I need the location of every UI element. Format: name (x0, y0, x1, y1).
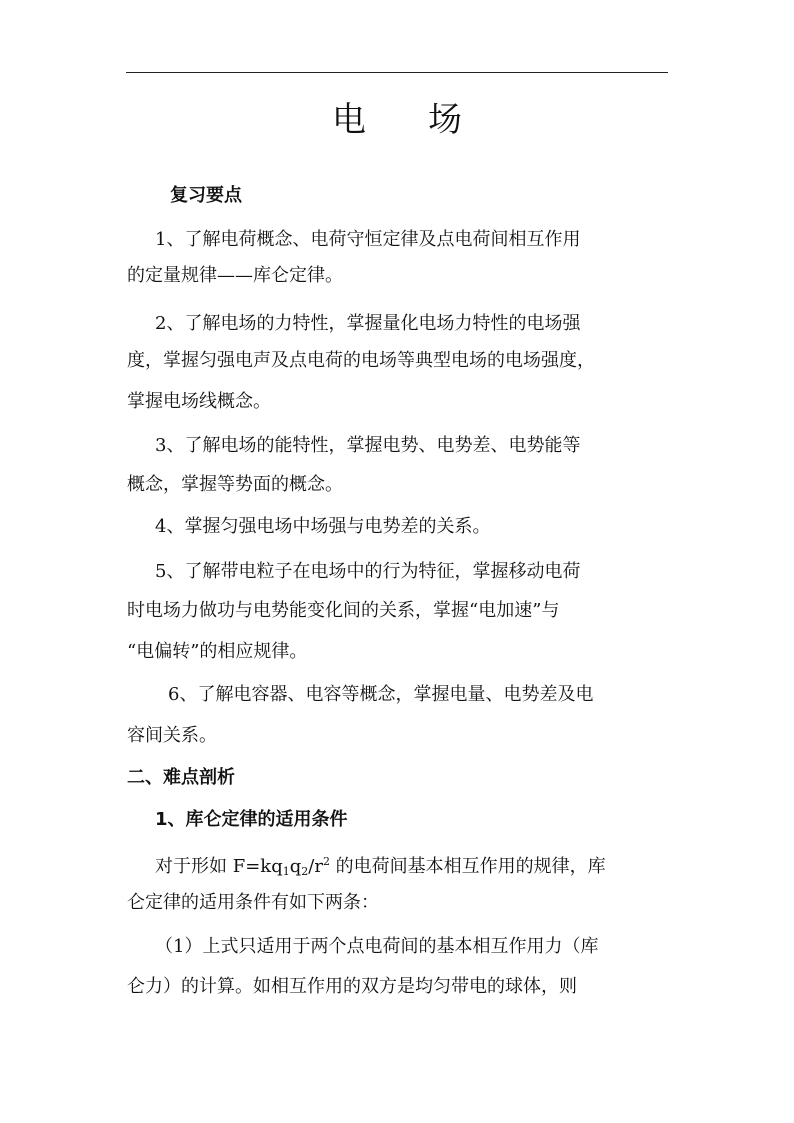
paragraph-3-line-2: 概念，掌握等势面的概念。 (127, 474, 343, 495)
paragraph-2-line-1: 2、了解电场的力特性，掌握量化电场力特性的电场强 (155, 313, 581, 334)
formula-suffix: 的电荷间基本相互作用的规律，库 (329, 856, 606, 877)
formula-prefix: 对于形如 F=kq (155, 856, 283, 877)
paragraph-6-line-1: 6、了解电容器、电容等概念，掌握电量、电势差及电 (168, 684, 594, 705)
page-title (0, 92, 794, 141)
paragraph-1-line-1: 1、了解电荷概念、电荷守恒定律及点电荷间相互作用 (155, 229, 581, 250)
header-rule (126, 72, 668, 73)
paragraph-3-line-1: 3、了解电场的能特性，掌握电势、电势差、电势能等 (155, 435, 581, 456)
paragraph-5-line-2: 时电场力做功与电势能变化间的关系，掌握“电加速”与 (127, 600, 560, 621)
paragraph-8-line-2: 仑力）的计算。如相互作用的双方是均匀带电的球体，则 (127, 976, 577, 997)
formula-sub-1: 1 (282, 865, 290, 878)
section-heading-difficulty: 二、难点剖析 (127, 767, 235, 788)
formula-sub-2: 2 (301, 865, 309, 878)
title-char-1: 电 (332, 100, 366, 140)
formula-r: /r (308, 856, 323, 877)
paragraph-1-line-2: 的定量规律——库仑定律。 (127, 265, 343, 286)
paragraph-6-line-2: 容间关系。 (127, 725, 217, 746)
title-char-2: 场 (428, 100, 462, 140)
paragraph-2-line-2: 度，掌握匀强电声及点电荷的电场等典型电场的电场强度， (127, 350, 595, 371)
paragraph-5-line-1: 5、了解带电粒子在电场中的行为特征，掌握移动电荷 (155, 561, 581, 582)
section-heading-review: 复习要点 (170, 185, 242, 206)
paragraph-8-line-1: （1）上式只适用于两个点电荷间的基本相互作用力（库 (155, 936, 599, 957)
formula-q: q (289, 856, 302, 877)
paragraph-2-line-3: 掌握电场线概念。 (127, 391, 271, 412)
paragraph-5-line-3: “电偏转”的相应规律。 (127, 641, 308, 662)
paragraph-7-line-2: 仑定律的适用条件有如下两条： (127, 892, 379, 913)
paragraph-4-line-1: 4、掌握匀强电场中场强与电势差的关系。 (155, 516, 491, 537)
paragraph-7-line-1 (155, 850, 606, 884)
formula-sup: 2 (322, 855, 330, 868)
subsection-heading-coulomb: 1、库仑定律的适用条件 (155, 809, 348, 830)
